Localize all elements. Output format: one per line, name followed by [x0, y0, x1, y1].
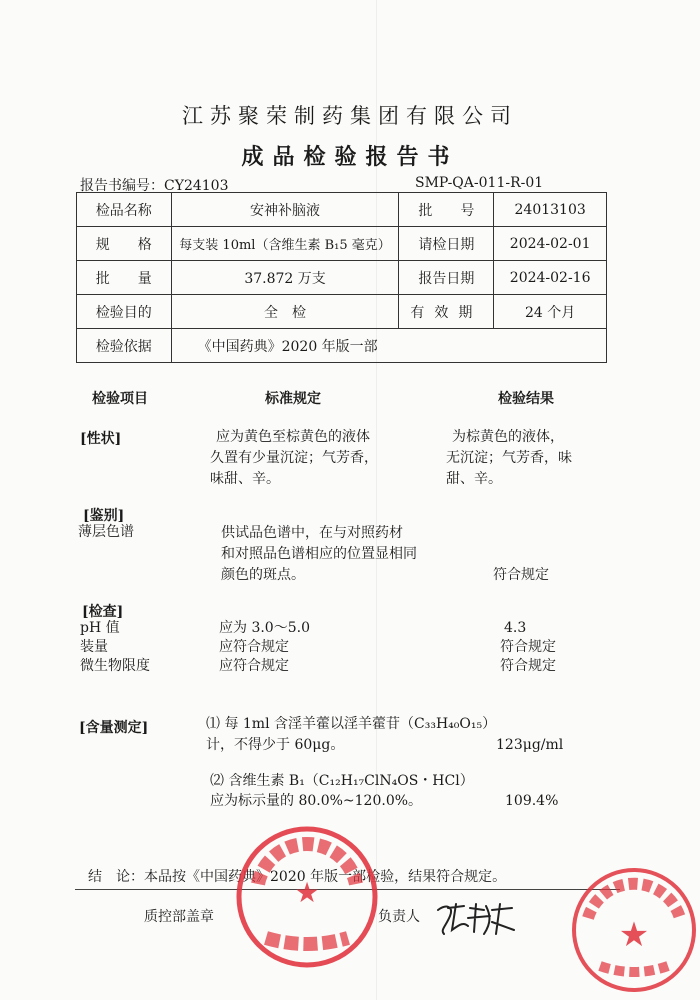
identification-standard-line: 和对照品色谱相应的位置显相同 [221, 546, 417, 562]
product-name-label: 检品名称 [77, 193, 172, 227]
assay-item1-line2: 计，不得少于 60μg。 [206, 737, 345, 753]
request-date-label: 请检日期 [399, 227, 494, 261]
identification-result: 符合规定 [493, 567, 549, 583]
validity-value: 24 个月 [494, 295, 607, 329]
spec-label: 规 格 [77, 227, 172, 261]
quantity-value: 37.872 万支 [171, 261, 399, 295]
section-identification-title: [鉴别] [83, 508, 125, 524]
purpose-label: 检验目的 [77, 295, 172, 329]
assay-item2-line2: 应为标示量的 80.0%~120.0%。 [210, 793, 423, 809]
table-row [77, 193, 607, 227]
table-row [77, 261, 607, 295]
conclusion-text: 本品按《中国药典》2020 年版一部检验，结果符合规定。 [144, 869, 507, 885]
inspection-result-fill: 符合规定 [500, 639, 556, 655]
quantity-label: 批 量 [77, 261, 172, 295]
spec-value: 每支装 10ml（含维生素 B₁5 毫克） [171, 227, 399, 261]
handwritten-signature [434, 900, 518, 938]
section-appearance-title: [性状] [80, 431, 122, 447]
inspection-item-ph: pH 值 [80, 620, 120, 636]
table-row [77, 295, 607, 329]
responsible-label: 负责人 [378, 909, 420, 925]
table-row [77, 329, 607, 363]
purpose-value: 全 检 [171, 295, 399, 329]
header-standard: 标准规定 [265, 391, 321, 407]
report-date-value: 2024-02-16 [494, 261, 607, 295]
qc-stamp-label: 质控部盖章 [144, 909, 214, 925]
appearance-standard-line: 味甜、辛。 [210, 471, 280, 487]
header-result: 检验结果 [498, 391, 554, 407]
inspection-result-microbe: 符合规定 [500, 658, 556, 674]
report-date-label: 报告日期 [399, 261, 494, 295]
identification-item: 薄层色谱 [78, 524, 134, 540]
identification-standard-line: 颜色的斑点。 [221, 567, 305, 583]
form-code: SMP-QA-011-R-01 [415, 175, 544, 191]
basis-value: 《中国药典》2020 年版一部 [171, 329, 606, 363]
appearance-result-line: 甜、辛。 [446, 471, 502, 487]
appearance-result-line: 为棕黄色的液体， [452, 429, 564, 445]
basis-label: 检验依据 [77, 329, 172, 363]
product-name-value: 安神补脑液 [171, 193, 399, 227]
identification-standard-line: 供试品色谱中，在与对照药材 [221, 525, 403, 541]
appearance-standard-line: 应为黄色至棕黄色的液体 [216, 429, 370, 445]
appearance-result-line: 无沉淀；气芳香，味 [446, 450, 572, 466]
appearance-standard-line: 久置有少量沉淀；气芳香， [210, 450, 378, 466]
report-number: 报告书编号：CY24103 [80, 178, 229, 194]
inspection-standard-ph: 应为 3.0～5.0 [219, 620, 310, 636]
inspection-result-ph: 4.3 [504, 620, 527, 636]
inspection-standard-microbe: 应符合规定 [219, 658, 289, 674]
section-inspection-title: [检查] [82, 604, 124, 620]
inspection-item-fill: 装量 [80, 639, 108, 655]
svg-text:★: ★ [294, 877, 320, 908]
partner-red-seal [566, 862, 700, 996]
inspection-item-microbe: 微生物限度 [80, 658, 150, 674]
request-date-value: 2024-02-01 [494, 227, 607, 261]
header-item: 检验项目 [92, 391, 148, 407]
assay-item2-line1: ⑵ 含维生素 B₁（C₁₂H₁₇ClN₄OS・HCl） [210, 773, 474, 789]
validity-label: 有效期 [399, 295, 494, 329]
section-assay-title: [含量测定] [79, 720, 149, 736]
batch-label: 批 号 [399, 193, 494, 227]
assay-item1-result: 123μg/ml [496, 737, 564, 753]
assay-item1-line1: ⑴ 每 1ml 含淫羊藿以淫羊藿苷（C₃₃H₄₀O₁₅） [206, 716, 497, 732]
batch-value: 24013103 [494, 193, 607, 227]
table-row [77, 227, 607, 261]
svg-text:★: ★ [618, 916, 650, 954]
qc-red-seal [232, 822, 382, 972]
product-info-table [76, 192, 607, 363]
report-title: 成品检验报告书 [241, 144, 459, 170]
inspection-standard-fill: 应符合规定 [219, 639, 289, 655]
conclusion-label: 结 论： [88, 869, 144, 885]
company-name: 江苏聚荣制药集团有限公司 [182, 104, 518, 128]
assay-item2-result: 109.4% [505, 793, 559, 809]
